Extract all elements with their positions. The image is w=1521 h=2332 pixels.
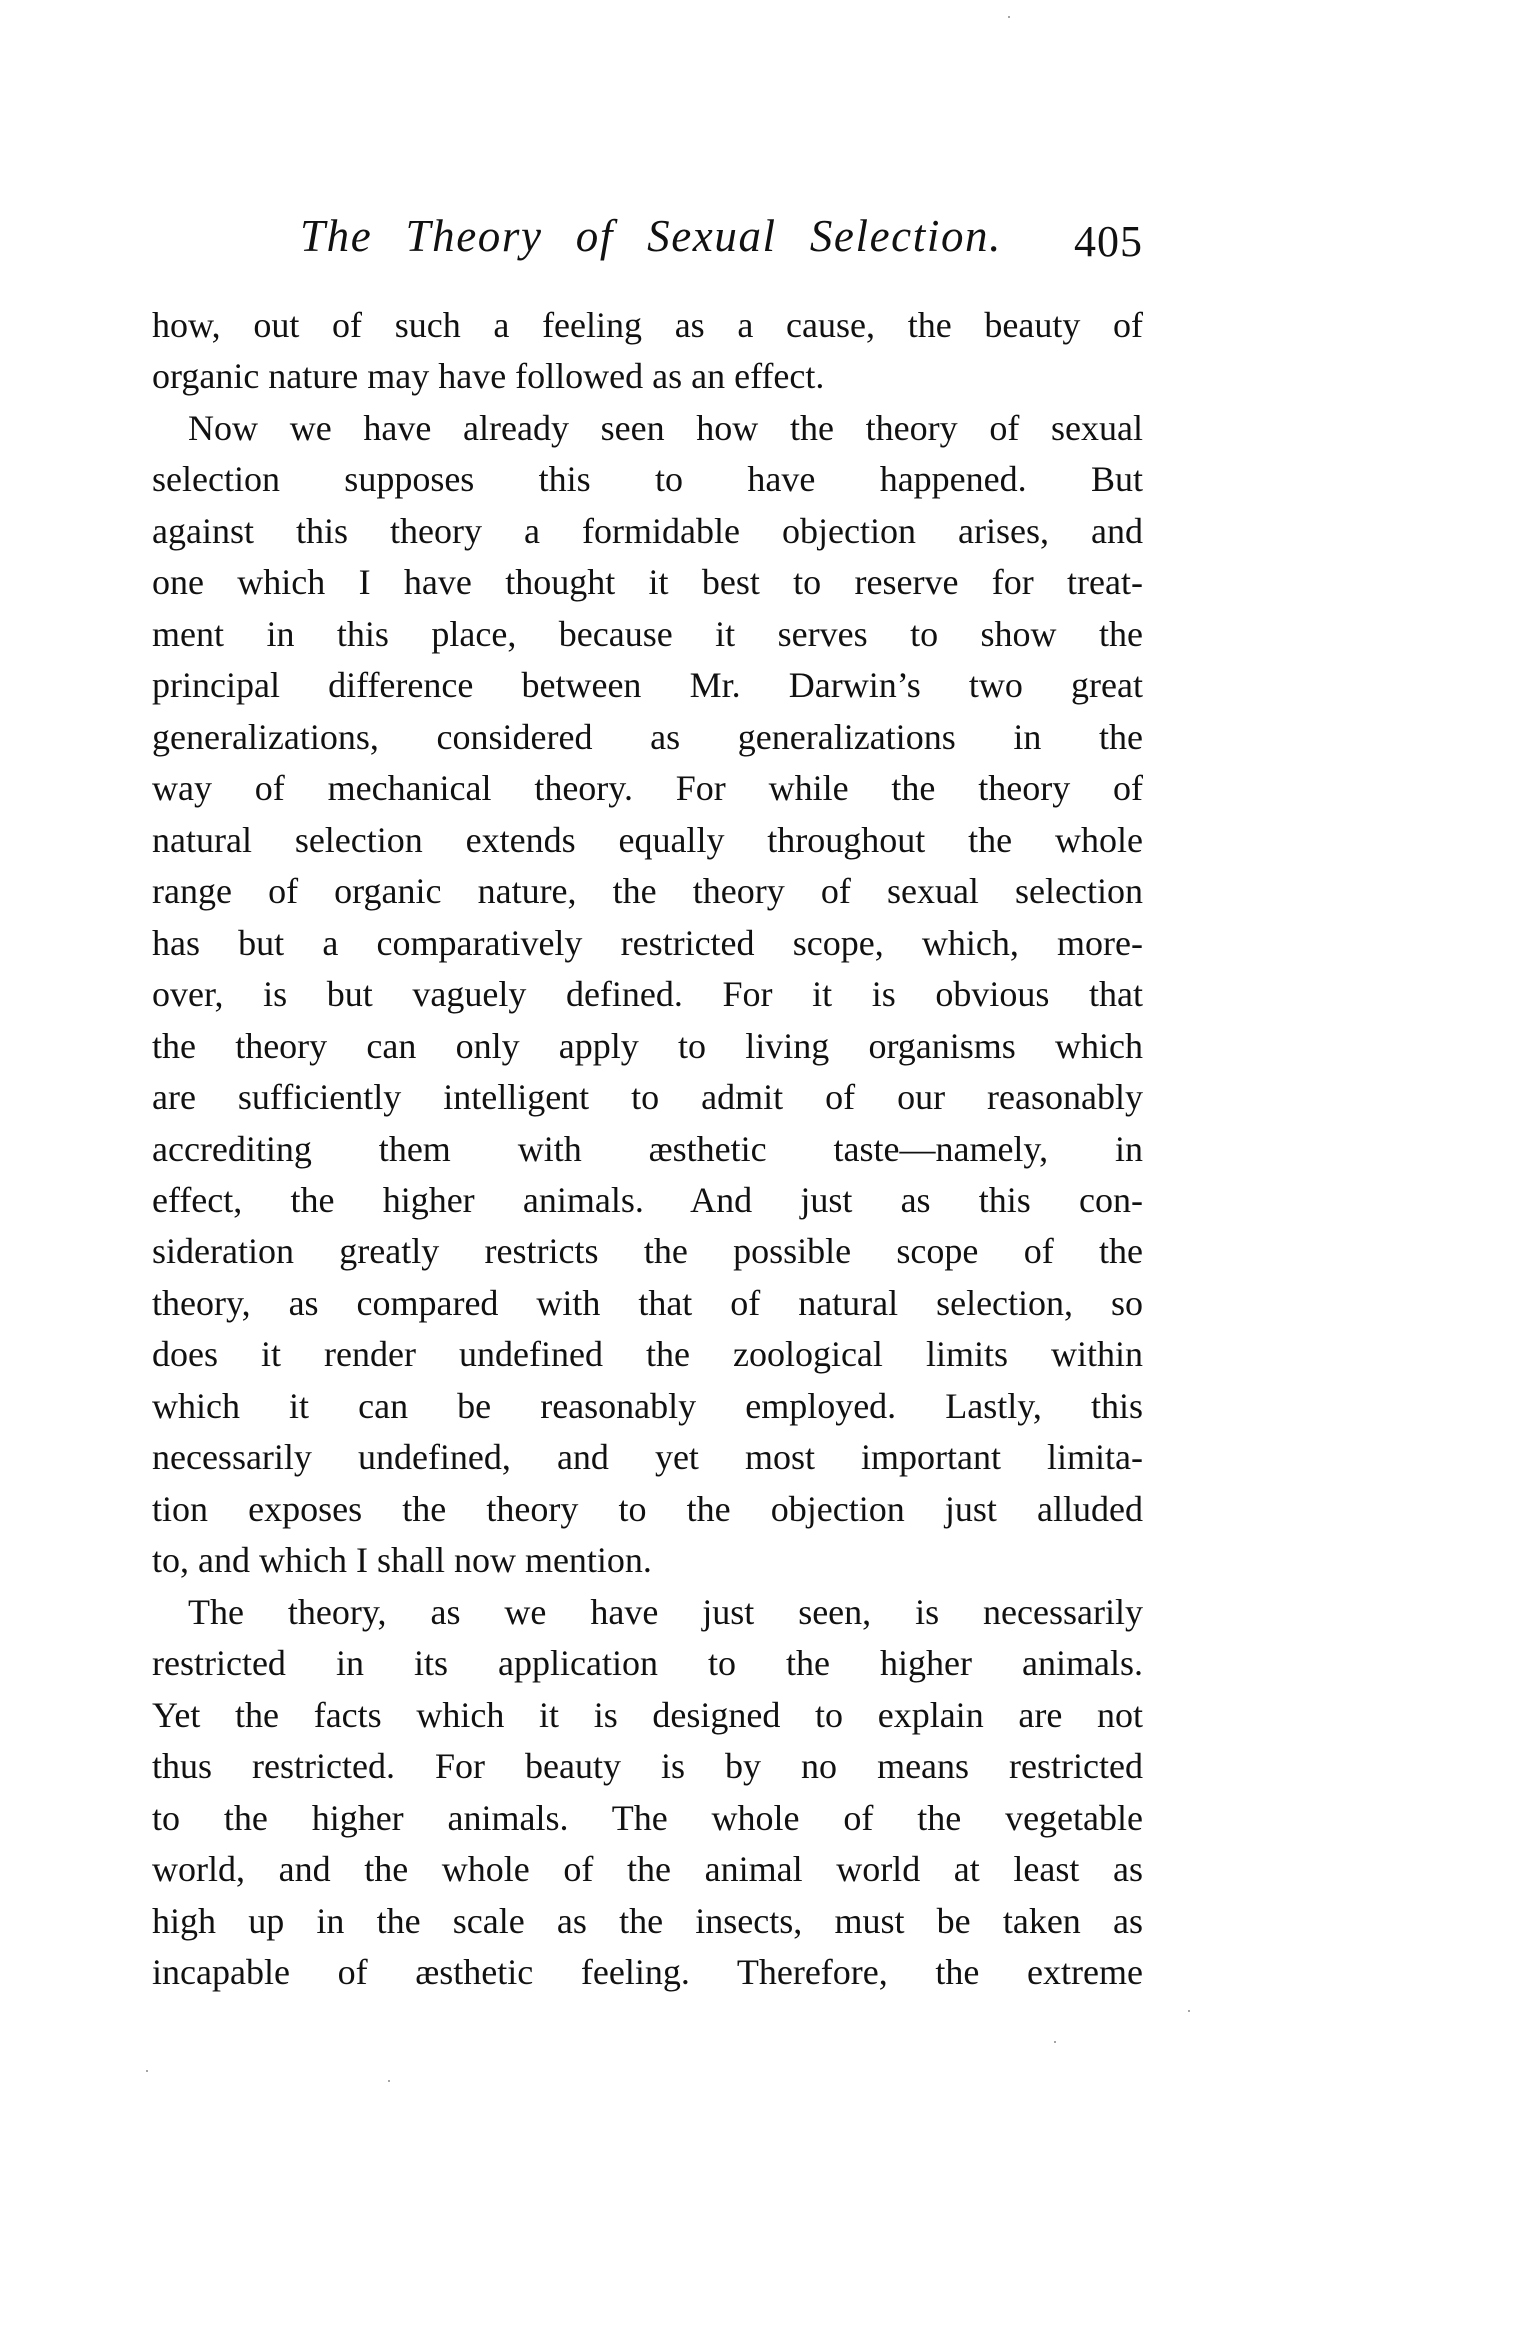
scan-speck [146,2070,148,2072]
text-line: principal difference between Mr. Darwin’s two great [152,665,1143,706]
text-line: the theory can only apply to living organisms which [152,1025,1143,1066]
text-line: selection supposes this to have happened. But [152,459,1143,500]
text-line: theory, as compared with that of natural selection, so [152,1282,1143,1323]
scan-speck [1188,2010,1190,2012]
text-line: high up in the scale as the insects, must be taken as [152,1900,1143,1941]
text-line: world, and the whole of the animal world at least as [152,1849,1143,1890]
text-line: effect, the higher animals. And just as this con- [152,1179,1143,1220]
text-line: way of mechanical theory. For while the theory of [152,768,1143,809]
text-line: necessarily undefined, and yet most important limita- [152,1437,1143,1478]
text-line: range of organic nature, the theory of sexual selection [152,871,1143,912]
scan-speck [388,2080,390,2082]
scan-speck [1008,16,1010,18]
text-line: accrediting them with æsthetic taste—namely, in [152,1128,1143,1169]
text-line: Yet the facts which it is designed to explain are not [152,1694,1143,1735]
text-line: are sufficiently intelligent to admit of our reasonably [152,1077,1143,1118]
text-line: one which I have thought it best to reserve for treat- [152,562,1143,603]
text-line: does it render undefined the zoological limits within [152,1334,1143,1375]
text-line: Now we have already seen how the theory of sexual [188,407,1143,448]
page-number: 405 [1074,217,1143,266]
running-head [300,206,1143,266]
text-line: organic nature may have followed as an effect. [152,356,825,397]
running-title: The Theory of Sexual Selection. [300,211,1002,261]
text-line: incapable of æsthetic feeling. Therefore, the extreme [152,1952,1143,1992]
text-line: thus restricted. For beauty is by no means restricted [152,1746,1143,1787]
text-line: restricted in its application to the higher animals. [152,1643,1143,1684]
text-line: how, out of such a feeling as a cause, the beauty of [152,305,1143,345]
text-line: The theory, as we have just seen, is necessarily [188,1591,1143,1632]
text-line: generalizations, considered as generalizations in the [152,716,1143,757]
text-line: which it can be reasonably employed. Lastly, this [152,1385,1143,1426]
text-line: sideration greatly restricts the possible scope of the [152,1231,1143,1272]
text-line: natural selection extends equally throughout the whole [152,819,1143,860]
body-text [152,300,1143,1998]
text-line: against this theory a formidable objection arises, and [152,510,1143,551]
text-line: over, is but vaguely defined. For it is obvious that [152,974,1143,1015]
text-line: tion exposes the theory to the objection just alluded [152,1488,1143,1529]
text-line: to the higher animals. The whole of the vegetable [152,1797,1143,1838]
text-line: ment in this place, because it serves to show the [152,613,1143,654]
text-line: to, and which I shall now mention. [152,1540,652,1581]
text-line: has but a comparatively restricted scope, which, more- [152,922,1143,963]
scan-speck [1054,2041,1056,2043]
